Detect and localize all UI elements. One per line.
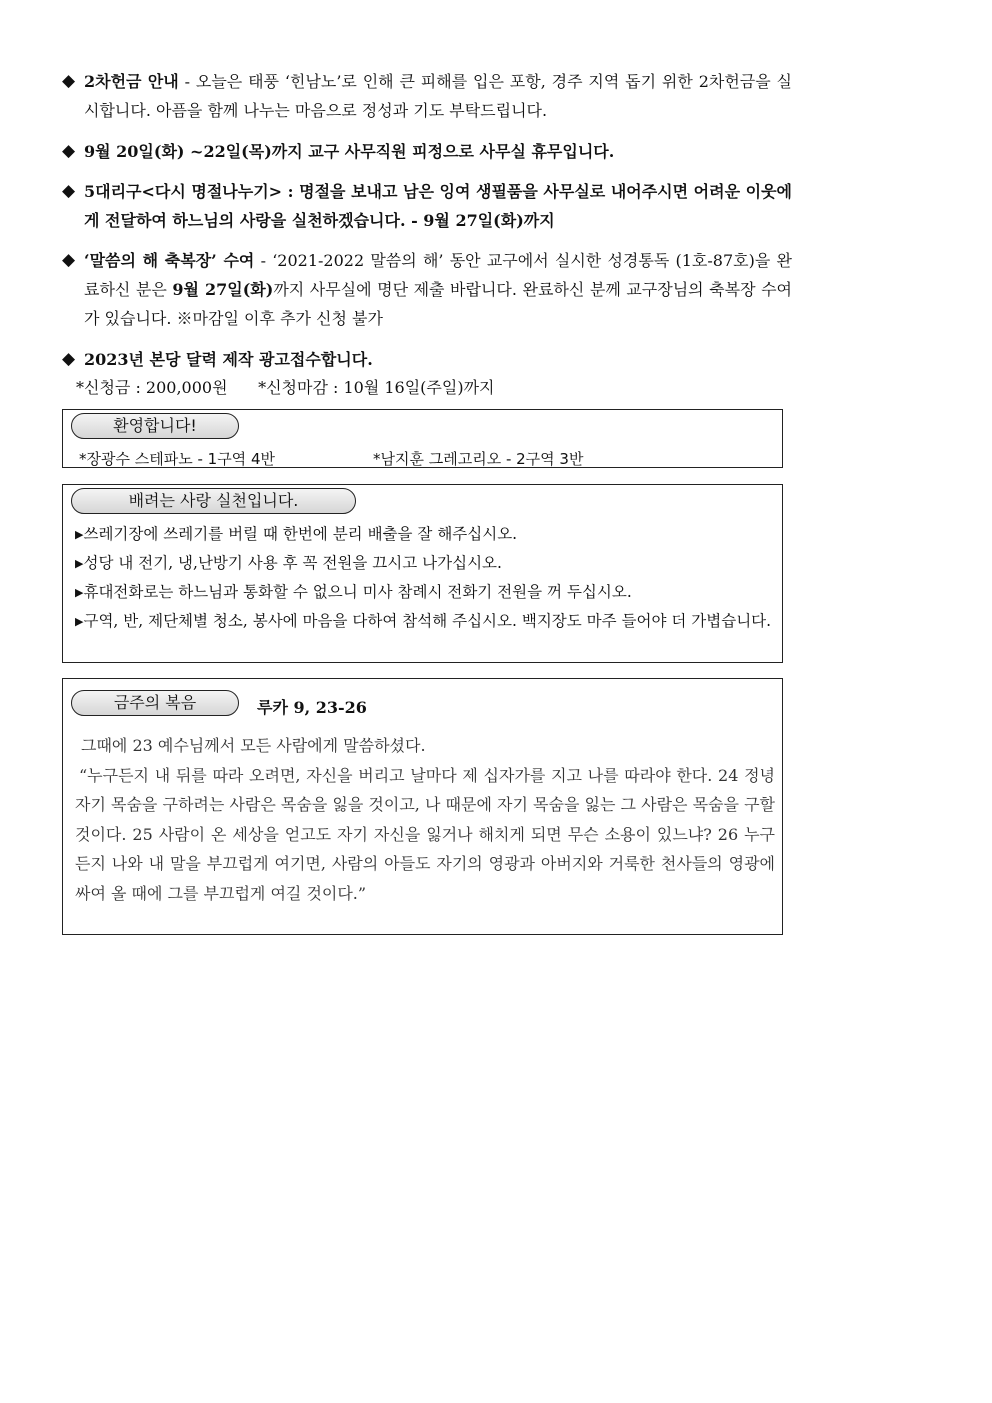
triangle-bullet-icon: ▶ [75,528,84,541]
welcome-box [62,409,783,468]
diamond-bullet-icon: ◆ [62,349,76,369]
notice-title: 9월 20일(화) ~22일(목)까지 교구 사무직원 피정으로 사무실 휴무입니다. [84,142,615,161]
care-item: ▶성당 내 전기, 냉,난방기 사용 후 꼭 전원을 끄시고 나가십시오. [75,554,502,572]
triangle-bullet-icon: ▶ [75,557,84,570]
notice-title: 5대리구<다시 명절나누기> : 명절을 보내고 남은 잉여 생필품을 사무실로 내어주시면 어려운 이웃에게 전달하여 하느님의 사랑을 실천하겠습니다. - 9월 27일(화)까지 [84,182,792,230]
diamond-bullet-icon: ◆ [62,250,76,270]
notice-text: - 오늘은 태풍 ‘힌남노’로 인해 큰 피해를 입은 포항, 경주 지역 돕기 위한 2차헌금을 실시합니다. 아픔을 함께 나누는 마음으로 정성과 기도 부탁드립니다. [84,72,793,120]
care-item: ▶구역, 반, 제단체별 청소, 봉사에 마음을 다하여 참석해 주십시오. 백지장도 마주 들어야 더 가볍습니다. [75,612,772,630]
triangle-bullet-icon: ▶ [75,586,84,599]
notice-text: 까지 사무실에 명단 제출 바랍니다. 완료하신 분께 교구장님의 축복장 수여가 있습니다. ※마감일 이후 추가 신청 불가 [84,280,792,328]
calendar-ad-fee: *신청금 : 200,000원 [76,378,228,397]
notice-calendar-ad [62,345,792,374]
notice-second-collection [62,67,792,125]
calendar-ad-details [76,375,495,401]
welcome-heading: 환영합니다! [71,413,239,439]
care-heading: 배려는 사랑 실천입니다. [71,488,356,514]
welcome-person: *장광수 스테파노 - 1구역 4반 [79,450,275,468]
notice-holiday-sharing [62,177,792,235]
notice-text: - ‘2021-2022 말씀의 해’ 동안 교구에서 실시한 성경통독 (1호-87호)을 완료하신 분은 [84,251,792,299]
notice-blessing-certificate [62,246,792,333]
notice-title: ‘말씀의 해 축복장’ 수여 [84,251,255,270]
welcome-person: *남지훈 그레고리오 - 2구역 3반 [373,450,584,468]
gospel-box [62,678,783,935]
notice-title: 2023년 본당 달력 제작 광고접수합니다. [84,350,373,369]
gospel-intro: 그때에 23 예수님께서 모든 사람에게 말씀하셨다. [81,736,426,755]
care-box [62,484,783,663]
notice-deadline: 9월 27일(화) [172,280,274,299]
gospel-reference: 루카 9, 23-26 [257,698,367,717]
notice-office-closure [62,137,792,166]
gospel-heading: 금주의 복음 [71,690,239,716]
diamond-bullet-icon: ◆ [62,181,76,201]
gospel-body: “누구든지 내 뒤를 따라 오려면, 자신을 버리고 날마다 제 십자가를 지고 나를 따라야 한다. 24 정녕 자기 목숨을 구하려는 사람은 목숨을 잃을 것이고, 나 때문에 자기 목숨을 잃는 그 사람은 목숨을 구할 것이다. 25 사람이 온 세상을 얻고도 자기 자신을 잃거나 해치게 되면 무슨 소용이 있느냐? 26 누구든지 나와 내 말을 부끄럽게 여기면, 사람의 아들도 자기의 영광과 아버지와 거룩한 천사들의 영광에 싸여 올 때에 그를 부끄럽게 여길 것이다.” [75,765,775,903]
care-item: ▶휴대전화로는 하느님과 통화할 수 없으니 미사 참례시 전화기 전원을 꺼 두십시오. [75,583,632,601]
notice-title: 2차헌금 안내 [84,72,179,91]
triangle-bullet-icon: ▶ [75,615,84,628]
calendar-ad-deadline: *신청마감 : 10월 16일(주일)까지 [258,378,495,397]
care-item: ▶쓰레기장에 쓰레기를 버릴 때 한번에 분리 배출을 잘 해주십시오. [75,525,518,543]
diamond-bullet-icon: ◆ [62,141,76,161]
diamond-bullet-icon: ◆ [62,71,76,91]
gospel-text [75,731,775,908]
